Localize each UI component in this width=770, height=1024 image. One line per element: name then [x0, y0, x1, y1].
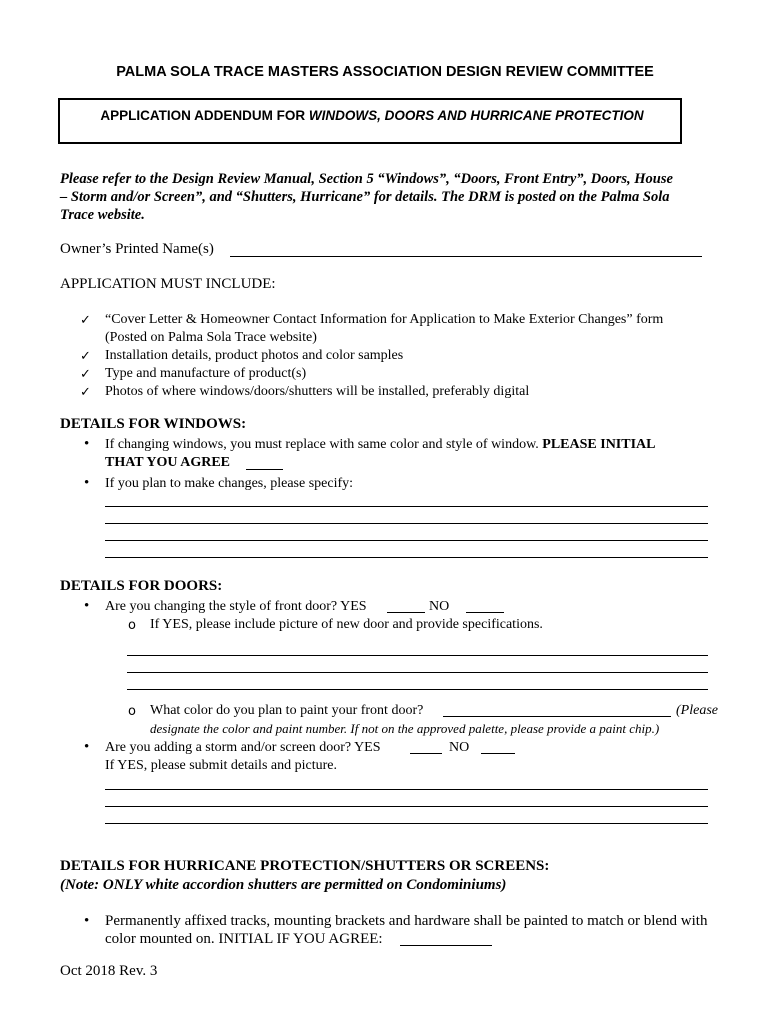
revision-footer: Oct 2018 Rev. 3	[60, 963, 158, 979]
checkmark-icon: ✓	[80, 385, 91, 400]
windows-bullet-1-text: If changing windows, you must replace with same color and style of window.	[105, 437, 543, 452]
doors-sub-1: If YES, please include picture of new door and provide specifications.	[150, 617, 543, 632]
hurricane-heading: DETAILS FOR HURRICANE PROTECTION/SHUTTERS OR SCREENS:	[60, 858, 550, 874]
storm-door-yes-field[interactable]	[410, 753, 442, 754]
doors-bullet-1: Are you changing the style of front door? YES	[105, 599, 367, 614]
checkmark-icon: ✓	[80, 313, 91, 328]
windows-heading: DETAILS FOR WINDOWS:	[60, 416, 247, 432]
windows-bullet-2: If you plan to make changes, please specify:	[105, 476, 354, 491]
owner-name-label: Owner’s Printed Name(s)	[60, 241, 214, 257]
doors-sub-2-note: designate the color and paint number. If not on the approved palette, please provide a paint chip.)	[150, 721, 660, 736]
checkmark-icon: ✓	[80, 349, 91, 364]
intro-line: – Storm and/or Screen”, and “Shutters, Hurricane” for details. The DRM is posted on the Palma Sola	[60, 189, 670, 205]
storm-door-no-field[interactable]	[481, 753, 515, 754]
addendum-title	[60, 108, 684, 123]
addendum-subject: WINDOWS, DOORS AND HURRICANE PROTECTION	[308, 108, 644, 123]
windows-changes-line[interactable]	[105, 523, 708, 524]
door-color-field[interactable]	[443, 716, 671, 717]
checkmark-icon: ✓	[80, 367, 91, 382]
door-style-no-field[interactable]	[466, 612, 504, 613]
list-item: “Cover Letter & Homeowner Contact Information for Application to Make Exterior Changes” form	[105, 312, 664, 327]
owner-name-field[interactable]	[230, 256, 702, 257]
bullet-icon: •	[84, 436, 90, 452]
bullet-icon: •	[84, 475, 90, 491]
bullet-icon: •	[84, 739, 90, 755]
addendum-prefix: APPLICATION ADDENDUM FOR	[100, 108, 309, 123]
doors-sub-2: What color do you plan to paint your front door?	[150, 703, 424, 718]
door-spec-line[interactable]	[127, 655, 708, 656]
intro-paragraph	[60, 170, 720, 224]
list-item: Type and manufacture of product(s)	[105, 366, 307, 381]
hurricane-bullet-1-line-2: color mounted on. INITIAL IF YOU AGREE:	[105, 931, 383, 947]
windows-changes-line[interactable]	[105, 506, 708, 507]
storm-door-details-line[interactable]	[105, 806, 708, 807]
storm-door-details-line[interactable]	[105, 823, 708, 824]
windows-agree-label: THAT YOU AGREE	[105, 455, 230, 470]
hurricane-initial-field[interactable]	[400, 945, 492, 946]
doors-bullet-2-line-2: If YES, please submit details and picture.	[105, 758, 337, 773]
door-spec-line[interactable]	[127, 672, 708, 673]
list-item: Photos of where windows/doors/shutters will be installed, preferably digital	[105, 384, 530, 399]
doors-bullet-2: Are you adding a storm and/or screen door? YES	[105, 740, 381, 755]
bullet-icon: •	[84, 913, 90, 929]
doors-sub-2-tail: (Please	[676, 703, 718, 718]
form-title: PALMA SOLA TRACE MASTERS ASSOCIATION DESIGN REVIEW COMMITTEE	[116, 64, 654, 80]
windows-changes-line[interactable]	[105, 540, 708, 541]
storm-door-no-label: NO	[449, 740, 470, 755]
addendum-box	[58, 98, 682, 144]
bullet-icon: •	[84, 598, 90, 614]
circle-bullet-icon: o	[128, 704, 136, 719]
storm-door-details-line[interactable]	[105, 789, 708, 790]
windows-bullet-1-emphasis: PLEASE INITIAL	[542, 437, 656, 452]
list-item: Installation details, product photos and color samples	[105, 348, 404, 363]
intro-line: Please refer to the Design Review Manual, Section 5 “Windows”, “Doors, Front Entry”, Doors, House	[60, 171, 673, 187]
windows-initial-field[interactable]	[246, 469, 283, 470]
hurricane-bullet-1: Permanently affixed tracks, mounting brackets and hardware shall be painted to match or blend with	[105, 913, 708, 929]
windows-bullet-1	[105, 437, 655, 453]
doors-heading: DETAILS FOR DOORS:	[60, 578, 223, 594]
must-include-heading: APPLICATION MUST INCLUDE:	[60, 276, 276, 292]
list-item: (Posted on Palma Sola Trace website)	[105, 330, 317, 345]
door-spec-line[interactable]	[127, 689, 708, 690]
door-style-no-label: NO	[429, 599, 450, 614]
door-style-yes-field[interactable]	[387, 612, 425, 613]
hurricane-note: (Note: ONLY white accordion shutters are permitted on Condominiums)	[60, 877, 507, 893]
intro-line: Trace website.	[60, 207, 145, 223]
circle-bullet-icon: o	[128, 618, 136, 633]
windows-changes-line[interactable]	[105, 557, 708, 558]
